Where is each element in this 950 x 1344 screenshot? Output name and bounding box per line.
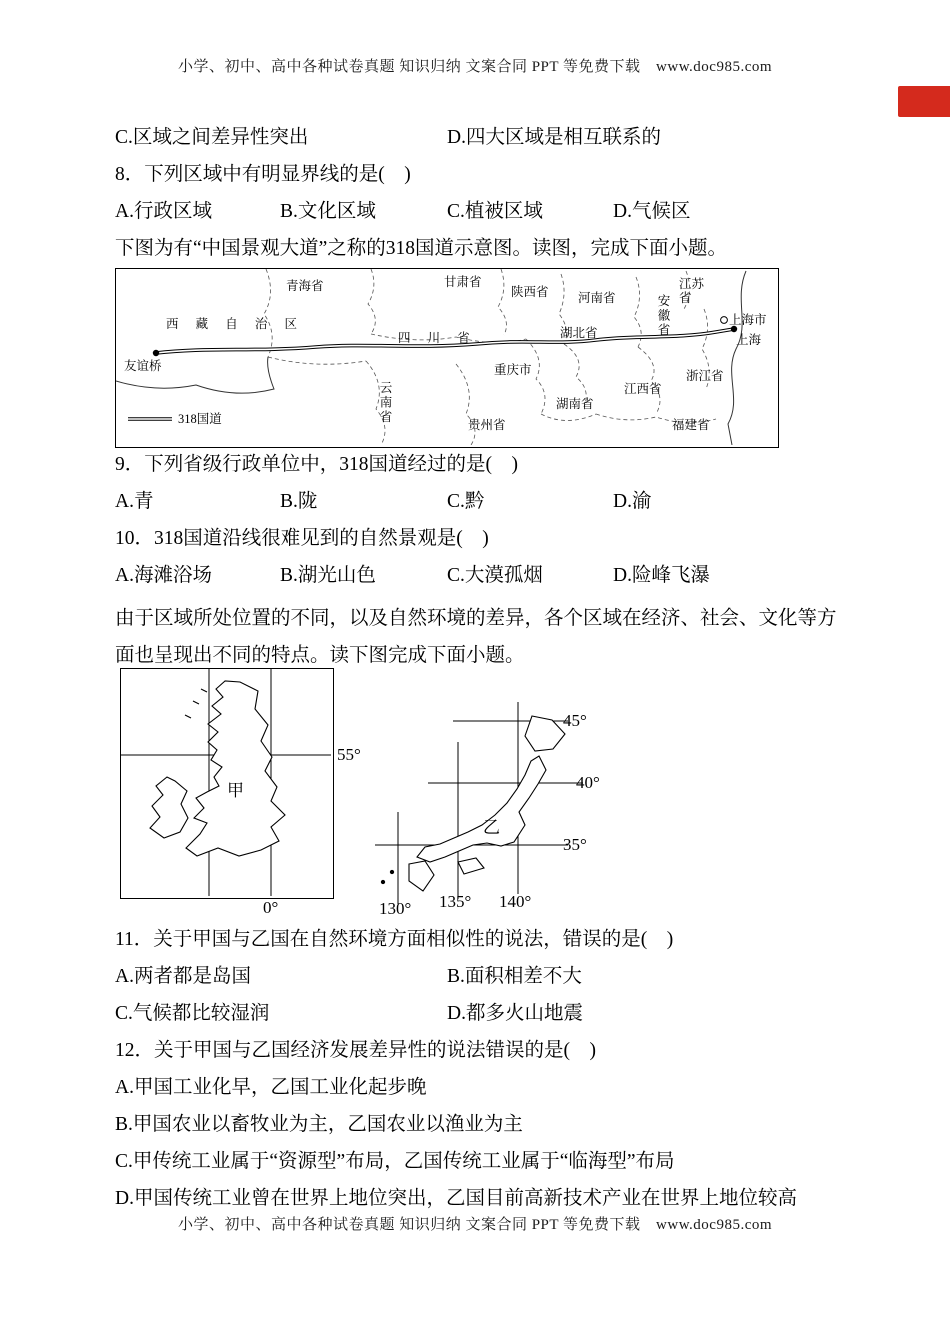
q10-option-a: A.海滩浴场 — [115, 565, 212, 586]
q11-option-d: D.都多火山地震 — [447, 1003, 583, 1024]
map-label-qinghai: 青海省 — [286, 279, 324, 293]
jp-lat-45-label: 45° — [563, 711, 587, 730]
q12-stem: 12．关于甲国与乙国经济发展差异性的说法错误的是( ) — [115, 1040, 596, 1061]
jp-lon-135-label: 135° — [439, 892, 472, 911]
q12-option-b: B.甲国农业以畜牧业为主，乙国农业以渔业为主 — [115, 1114, 523, 1135]
q9-stem: 9．下列省级行政单位中，318国道经过的是( ) — [115, 454, 518, 475]
passage-region: 由于区域所处位置的不同，以及自然环境的差异，各个区域在经济、社会、文化等方面也呈现出不同的特点。读下图完成下面小题。 — [115, 608, 837, 666]
q9-option-b: B.陇 — [280, 491, 318, 512]
q11-options-row-1 — [115, 965, 843, 988]
map-label-jiangxi: 江西省 — [624, 382, 662, 396]
map-label-anhui: 安徽省 — [656, 294, 670, 338]
country-jia-label: 甲 — [227, 781, 244, 800]
q9-option-d: D.渝 — [613, 491, 652, 512]
q10-options-row — [115, 564, 843, 587]
map-label-fujian: 福建省 — [672, 418, 710, 432]
map-label-yunnan: 云南省 — [378, 381, 392, 425]
map-label-gansu: 甘肃省 — [444, 275, 482, 289]
q7-options-row — [115, 126, 843, 149]
footer-watermark: 小学、初中、高中各种试卷真题 知识归纳 文案合同 PPT 等免费下载 www.doc985.com — [177, 1217, 773, 1233]
q11-stem: 11．关于甲国与乙国在自然环境方面相似性的说法，错误的是( ) — [115, 929, 674, 950]
map-label-sichuan: 四 川 省 — [398, 331, 477, 345]
passage-318: 下图为有“中国景观大道”之称的318国道示意图。读图，完成下面小题。 — [115, 238, 728, 259]
q10-option-c: C.大漠孤烟 — [447, 565, 543, 586]
japan-islands — [381, 716, 565, 891]
map-label-xizang: 西 藏 自 治 区 — [166, 317, 305, 331]
q8-option-a: A.行政区域 — [115, 201, 212, 222]
q7-option-d: D.四大区域是相互联系的 — [447, 127, 661, 148]
red-bookmark-icon — [898, 86, 950, 117]
uk-lon-0-label: 0° — [263, 898, 279, 917]
q11-option-a: A.两者都是岛国 — [115, 966, 251, 987]
uk-lat-55-label: 55° — [337, 745, 361, 764]
header-watermark: 小学、初中、高中各种试卷真题 知识归纳 文案合同 PPT 等免费下载 www.doc985.com — [177, 59, 773, 75]
q11-option-b: B.面积相差不大 — [447, 966, 582, 987]
q7-option-c: C.区域之间差异性突出 — [115, 127, 309, 148]
road-west-endpoint-dot — [153, 350, 159, 356]
map-label-shaanxi: 陕西省 — [511, 285, 549, 299]
map-label-zhejiang: 浙江省 — [686, 369, 724, 383]
map-318-figure — [115, 268, 779, 448]
q8-option-b: B.文化区域 — [280, 201, 376, 222]
jp-lon-140-label: 140° — [499, 892, 532, 911]
shanghai-marker-icon — [721, 317, 728, 324]
q9-option-a: A.青 — [115, 491, 154, 512]
q9-options-row — [115, 490, 843, 513]
map-label-hubei: 湖北省 — [560, 326, 598, 340]
map-label-guizhou: 贵州省 — [468, 418, 506, 432]
q12-option-d: D.甲国传统工业曾在世界上地位突出，乙国目前高新技术产业在世界上地位较高 — [115, 1188, 797, 1209]
map-uk-drawing — [121, 669, 331, 896]
q8-options-row — [115, 200, 843, 223]
q10-option-d: D.险峰飞瀑 — [613, 565, 710, 586]
map-label-jiangsu: 江苏省 — [679, 277, 705, 305]
q9-option-c: C.黔 — [447, 491, 485, 512]
q12-option-c: C.甲传统工业属于“资源型”布局，乙国传统工业属于“临海型”布局 — [115, 1151, 675, 1172]
q11-option-c: C.气候都比较湿润 — [115, 1003, 270, 1024]
uk-coastline — [150, 681, 285, 856]
q10-option-b: B.湖光山色 — [280, 565, 376, 586]
q11-options-row-2 — [115, 1002, 843, 1025]
q8-stem: 8．下列区域中有明显界线的是( ) — [115, 164, 411, 185]
q8-option-d: D.气候区 — [613, 201, 691, 222]
map-legend-318-label: 318国道 — [178, 412, 222, 426]
map-label-hunan: 湖南省 — [556, 397, 594, 411]
country-yi-label: 乙 — [483, 818, 500, 837]
jp-lat-35-label: 35° — [563, 835, 587, 854]
q12-option-a: A.甲国工业化早，乙国工业化起步晚 — [115, 1077, 427, 1098]
map-label-youyi-bridge: 友谊桥 — [124, 359, 162, 373]
jp-lon-130-label: 130° — [379, 899, 412, 918]
map-label-chongqing: 重庆市 — [494, 363, 532, 377]
map-label-shanghai: 上海 — [736, 333, 762, 347]
q8-option-c: C.植被区域 — [447, 201, 543, 222]
map-label-shanghai-city: 上海市 — [729, 313, 767, 327]
q10-stem: 10．318国道沿线很难见到的自然景观是( ) — [115, 528, 489, 549]
map-label-henan: 河南省 — [578, 291, 616, 305]
jp-lat-40-label: 40° — [576, 773, 600, 792]
